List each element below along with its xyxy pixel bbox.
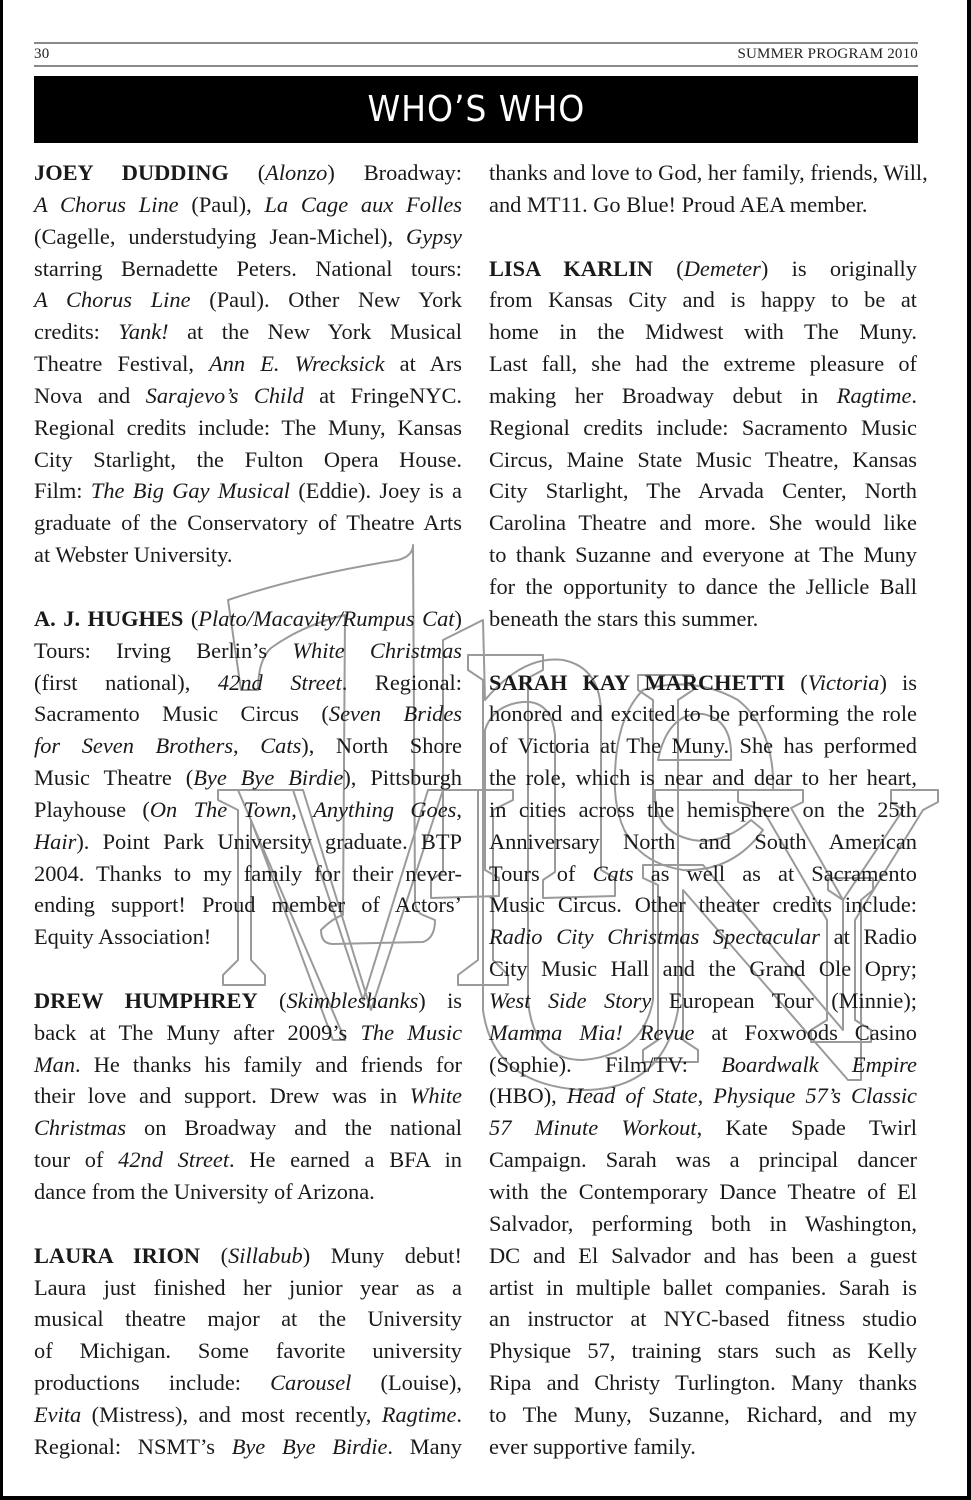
bio-text: credits: (34, 319, 119, 345)
italic-title: Anything Goes (313, 796, 457, 822)
bio-text: starring Bernadette Peters. National tours: (34, 255, 462, 281)
bio-text: beneath the stars this summer. (489, 605, 759, 631)
bio-text: ever supportive family. (489, 1433, 696, 1459)
bio-text: home in the Midwest with The Muny. (489, 319, 917, 345)
bio-text: ) Muny debut! (302, 1242, 462, 1268)
bio-text: Theatre Festival, (34, 351, 210, 377)
italic-title: A Chorus Line (34, 191, 179, 217)
text-line (34, 1367, 462, 1399)
text-line (489, 858, 917, 890)
bio-text: Equity Association! (34, 924, 212, 950)
text-line (34, 1335, 462, 1367)
text-line (489, 1144, 917, 1176)
bio-text: (Louise), (351, 1370, 462, 1396)
right-column (489, 157, 928, 1463)
italic-title: West Side Story (489, 987, 652, 1013)
bio-text: Anniversary North and South American (489, 828, 917, 854)
text-line (489, 730, 917, 762)
program-page (3, 0, 967, 1496)
bio-text: musical theatre major at the University (34, 1306, 462, 1332)
text-line (34, 380, 462, 412)
performer-name: JOEY DUDDING (34, 160, 229, 185)
italic-title: Ann E. Wrecksick (209, 351, 385, 377)
bio-text: ( (652, 255, 684, 281)
italic-title: Bye Bye Birdie (231, 1433, 388, 1459)
bio-text: City Starlight, The Arvada Center, North (489, 478, 917, 504)
text-line (489, 475, 917, 507)
bio-text: from Kansas City and is happy to be at (489, 287, 917, 313)
text-line (489, 889, 917, 921)
italic-title: Mamma Mia! Revue (489, 1019, 695, 1045)
text-line (489, 762, 917, 794)
bio-text: 2004. Thanks to my family for their never- (34, 860, 462, 886)
bio-text: to thank Suzanne and everyone at The Muny (489, 542, 917, 568)
text-line (489, 985, 917, 1017)
italic-title: Demeter (683, 255, 761, 281)
text-line (489, 1176, 917, 1208)
bio-text: , (456, 796, 462, 822)
bio-text: ( (257, 987, 287, 1013)
text-line (489, 1431, 917, 1463)
italic-title: Sarajevo’s Child (145, 382, 304, 408)
text-line (489, 1367, 917, 1399)
text-line (489, 826, 917, 858)
bio-text: European Tour (Minnie); (651, 987, 918, 1013)
header-top-rule (34, 42, 918, 44)
text-line (34, 730, 462, 762)
italic-title: Cats (260, 733, 302, 759)
text-line (489, 603, 917, 635)
paragraph-gap (34, 1208, 462, 1240)
header-bottom-rule (34, 65, 918, 67)
text-line (489, 380, 917, 412)
text-line (34, 253, 462, 285)
text-line (489, 1112, 917, 1144)
bio-text: Salvador, performing both in Washington, (489, 1210, 917, 1236)
italic-title: Christmas (34, 1115, 127, 1141)
text-line (489, 1303, 917, 1335)
bio-text: DC and El Salvador and has been a guest (489, 1242, 917, 1268)
text-line (489, 921, 917, 953)
italic-title: Plato/Macavity/Rumpus Cat (198, 605, 455, 631)
italic-title: White (409, 1083, 462, 1109)
italic-title: Victoria (807, 669, 880, 695)
bio-text: Regional credits include: Sacramento Music (489, 414, 917, 440)
text-line (34, 475, 462, 507)
bio-text: ( (785, 669, 808, 695)
italic-title: Ragtime (381, 1401, 457, 1427)
bio-text: at the New York Musical (168, 319, 462, 345)
text-line (34, 762, 462, 794)
bio-text: ( (183, 605, 199, 631)
italic-title: Seven Brides (328, 701, 463, 727)
bio-text: back at The Muny after 2009’s (34, 1019, 361, 1045)
paragraph-gap (34, 571, 462, 603)
bio-text: at Foxwoods Casino (694, 1019, 917, 1045)
text-line (34, 635, 462, 667)
italic-title: Cats (592, 860, 634, 886)
bio-text: for the opportunity to dance the Jellicle Ball (489, 573, 917, 599)
text-line (34, 221, 462, 253)
italic-title: White Christmas (292, 637, 463, 663)
text-line (34, 507, 462, 539)
bio-text: of Michigan. Some favorite university (34, 1338, 462, 1364)
text-line (34, 794, 462, 826)
bio-text: . (456, 1401, 462, 1427)
bio-text: ( (228, 160, 266, 185)
text-line (34, 985, 462, 1017)
text-line (489, 571, 917, 603)
bio-text: tour of (34, 1147, 119, 1173)
bio-text: their love and support. Drew was in (34, 1083, 410, 1109)
italic-title: Man (34, 1051, 76, 1077)
text-line (489, 316, 917, 348)
bio-text: ) is (418, 987, 462, 1013)
section-title: WHO’S WHO (367, 89, 585, 130)
bio-text: making her Broadway debut in (489, 382, 837, 408)
text-line (34, 858, 462, 890)
bio-text: Campaign. Sarah was a principal dancer (489, 1147, 917, 1173)
italic-title: Physique 57’s Classic (713, 1083, 917, 1109)
bio-text: on Broadway and the national (126, 1115, 462, 1141)
bio-text: an instructor at NYC-based fitness studio (489, 1306, 917, 1332)
bio-text: at Radio (819, 924, 917, 950)
text-line (489, 1399, 917, 1431)
bio-text: (Cagelle, understudying Jean-Michel), (34, 223, 407, 249)
text-line (34, 412, 462, 444)
text-line (489, 953, 917, 985)
bio-text: Music Theatre ( (34, 765, 194, 791)
text-line (489, 667, 917, 699)
text-line (34, 889, 462, 921)
text-line (34, 1272, 462, 1304)
text-line (34, 157, 462, 189)
italic-title: Boardwalk Empire (721, 1051, 917, 1077)
bio-text: (first national), (34, 669, 218, 695)
text-line (489, 539, 917, 571)
bio-text: Laura just finished her junior year as a (34, 1274, 462, 1300)
bio-text: graduate of the Conservatory of Theatre Arts (34, 510, 462, 536)
italic-title: The Music (360, 1019, 463, 1045)
bio-text: ), Pittsburgh (343, 765, 462, 791)
italic-title: Head of State (566, 1083, 698, 1109)
bio-text: (Paul), (178, 191, 265, 217)
bio-text: and MT11. Go Blue! Proud AEA member. (489, 191, 868, 217)
bio-text: (Paul). Other New York (190, 287, 462, 313)
text-line (34, 348, 462, 380)
italic-title: 42nd Street (217, 669, 342, 695)
text-line (489, 253, 917, 285)
bio-text: Playhouse ( (34, 796, 150, 822)
bio-text: Film: (34, 478, 91, 504)
bio-text: Ripa and Christy Turlington. Many thanks (489, 1370, 917, 1396)
italic-title: Yank! (118, 319, 169, 345)
bio-text: dance from the University of Arizona. (34, 1179, 375, 1204)
text-line (34, 667, 462, 699)
bio-text: ). Point Park University graduate. BTP (76, 828, 462, 854)
bio-text: ending support! Proud member of Actors’ (34, 892, 462, 918)
text-line (34, 316, 462, 348)
bio-text: productions include: (34, 1370, 271, 1396)
text-line (34, 1303, 462, 1335)
text-line (489, 507, 917, 539)
bio-text: at Webster University. (34, 542, 233, 568)
text-line (34, 1112, 462, 1144)
performer-name: LAURA IRION (34, 1242, 201, 1268)
text-line (489, 1335, 917, 1367)
performer-name: DREW HUMPHREY (34, 987, 258, 1013)
bio-text: Sacramento Music Circus ( (34, 701, 329, 727)
text-line (489, 1208, 917, 1240)
text-line (34, 284, 462, 316)
italic-title: Evita (34, 1401, 82, 1427)
bio-text: ) is (879, 669, 917, 695)
bio-text: (Sophie). Film/TV: (489, 1051, 722, 1077)
bio-text: of Victoria at The Muny. She has performed (489, 733, 917, 759)
text-line (34, 189, 462, 221)
bio-text: at Ars (384, 351, 462, 377)
bio-text: Regional: NSMT’s (34, 1433, 232, 1459)
italic-title: A Chorus Line (34, 287, 191, 313)
text-line (34, 1080, 462, 1112)
text-line (34, 1017, 462, 1049)
bio-text: Carolina Theatre and more. She would like (489, 510, 917, 536)
paragraph-gap (489, 221, 917, 253)
bio-text: . (911, 382, 917, 408)
italic-title: Bye Bye Birdie (193, 765, 344, 791)
italic-title: Sillabub (228, 1242, 303, 1268)
bio-text: honored and excited to be performing the role (489, 701, 917, 727)
text-line (34, 698, 462, 730)
text-line (489, 157, 928, 189)
bio-text: (Mistress), and most recently, (81, 1401, 382, 1427)
bio-text: Nova and (34, 382, 146, 408)
bio-text: thanks and love to God, her family, friends, Will, (489, 160, 928, 185)
paragraph-gap (34, 953, 462, 985)
performer-name: LISA KARLIN (489, 255, 653, 281)
italic-title: for Seven Brothers (34, 733, 234, 759)
left-column (34, 157, 462, 1463)
italic-title: On The Town (149, 796, 292, 822)
bio-text: with the Contemporary Dance Theatre of El (489, 1179, 917, 1204)
text-line (34, 539, 462, 571)
bio-text: Tours: Irving Berlin’s (34, 637, 293, 663)
bio-text: as well as at Sacramento (633, 860, 917, 886)
bio-text: Circus, Maine State Music Theatre, Kansas (489, 446, 917, 472)
bio-text: Tours of (489, 860, 593, 886)
bio-text: to The Muny, Suzanne, Richard, and my (489, 1401, 917, 1427)
bio-text: Physique 57, training stars such as Kelly (489, 1338, 917, 1364)
italic-title: La Cage aux Folles (264, 191, 463, 217)
bio-text: . Regional: (341, 669, 462, 695)
bio-text: Regional credits include: The Muny, Kansas (34, 414, 462, 440)
italic-title: 57 Minute Workout (489, 1115, 697, 1141)
text-line (34, 444, 462, 476)
page-number: 30 (34, 46, 50, 62)
paragraph-gap (489, 635, 917, 667)
text-line (489, 284, 917, 316)
italic-title: The Big Gay Musical (90, 478, 290, 504)
text-line (34, 921, 462, 953)
text-line (489, 1240, 917, 1272)
text-line (34, 1144, 462, 1176)
italic-title: Alonzo (265, 160, 328, 185)
program-title: SUMMER PROGRAM 2010 (737, 46, 918, 62)
bio-text: Music Circus. Other theater credits include: (489, 892, 917, 918)
text-line (489, 444, 917, 476)
italic-title: Radio City Christmas Spectacular (489, 924, 820, 950)
bio-text: Last fall, she had the extreme pleasure of (489, 351, 917, 377)
text-line (34, 1399, 462, 1431)
text-line (489, 698, 917, 730)
bio-text: ) is originally (760, 255, 917, 281)
text-line (489, 189, 917, 221)
italic-title: Carousel (270, 1370, 352, 1396)
bio-text: , Kate Spade Twirl (696, 1115, 917, 1141)
text-line (489, 794, 917, 826)
bio-text: , (291, 796, 314, 822)
text-line (34, 1240, 462, 1272)
text-line (34, 1049, 462, 1081)
bio-text: ) (454, 605, 462, 631)
bio-text: ), North Shore (301, 733, 462, 759)
bio-text: in cities across the hemisphere on the 25th (489, 796, 917, 822)
text-line (34, 603, 462, 635)
text-line (489, 1080, 917, 1112)
bio-text: artist in multiple ballet companies. Sarah is (489, 1274, 917, 1300)
bio-text: ) Broadway: (327, 160, 462, 185)
bio-text: , (233, 733, 261, 759)
italic-title: Hair (34, 828, 77, 854)
bio-text: ( (200, 1242, 229, 1268)
performer-name: SARAH KAY MARCHETTI (489, 669, 786, 695)
text-line (34, 1431, 462, 1463)
bio-text: (HBO), (489, 1083, 567, 1109)
text-line (34, 826, 462, 858)
italic-title: Ragtime (836, 382, 912, 408)
text-line (489, 1049, 917, 1081)
section-title-bar (34, 76, 918, 143)
bio-text: (Eddie). Joey is a (290, 478, 462, 504)
bio-text: , (697, 1083, 714, 1109)
text-line (489, 1017, 917, 1049)
bio-text: . He thanks his family and friends for (75, 1051, 462, 1077)
text-line (34, 1176, 462, 1208)
bio-text: City Starlight, the Fulton Opera House. (34, 446, 462, 472)
bio-text: . He earned a BFA in (229, 1147, 462, 1173)
bio-text: City Music Hall and the Grand Ole Opry; (489, 956, 917, 982)
bio-text: the role, which is near and dear to her heart, (489, 765, 917, 791)
bio-text: . Many (387, 1433, 462, 1459)
performer-name: A. J. HUGHES (34, 605, 184, 631)
text-line (489, 412, 917, 444)
italic-title: Skimbleshanks (286, 987, 419, 1013)
italic-title: Gypsy (406, 223, 462, 249)
italic-title: 42nd Street (118, 1147, 230, 1173)
bio-text: at FringeNYC. (303, 382, 462, 408)
text-line (489, 1272, 917, 1304)
text-line (489, 348, 917, 380)
